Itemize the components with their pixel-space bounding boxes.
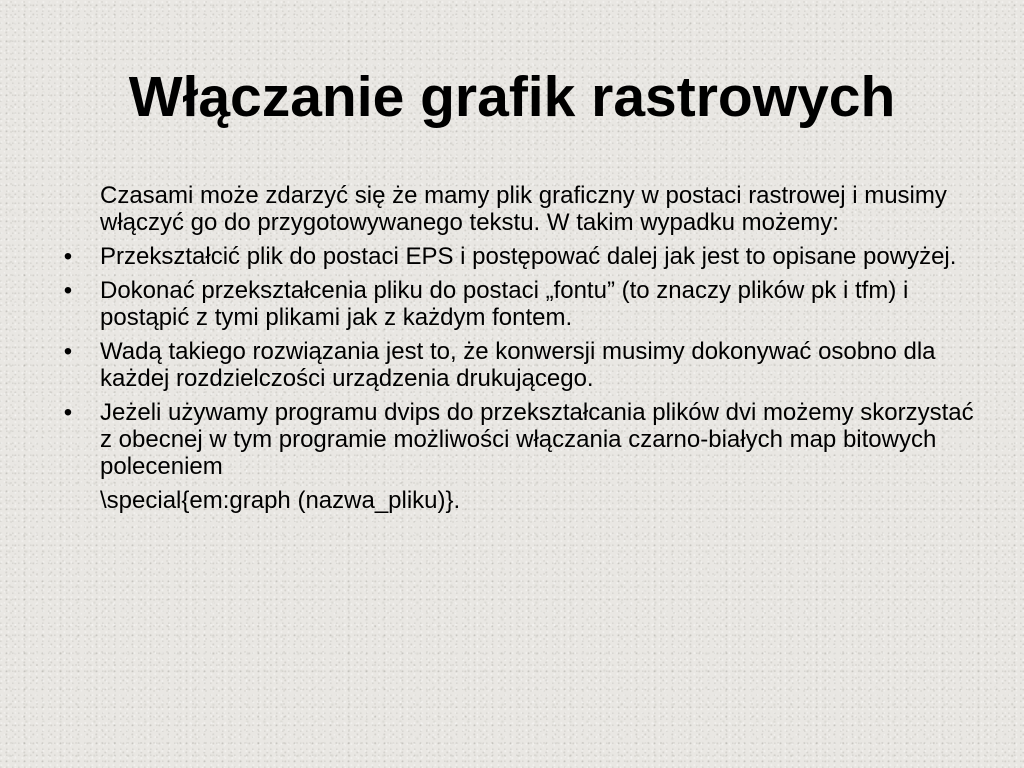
bullet-text: Dokonać przekształcenia pliku do postaci „fontu” (to znaczy plików pk i tfm) i postąpić z tymi plikami jak z każdym fontem. (100, 277, 909, 331)
intro-paragraph: Czasami może zdarzyć się że mamy plik graficzny w postaci rastrowej i musimy włączyć go do przygotowywanego tekstu. W takim wypadku możemy: (100, 182, 947, 236)
bullet-item (63, 243, 980, 270)
bullet-text: Wadą takiego rozwiązania jest to, że konwersji musimy dokonywać osobno dla każdej rozdzielczości urządzenia drukującego. (100, 338, 936, 392)
bullet-marker: • (63, 338, 73, 365)
special-command-line: \special{em:graph (nazwa_pliku)}. (100, 487, 461, 514)
bullet-marker: • (63, 399, 73, 426)
bullet-item (63, 338, 980, 392)
bullet-list (63, 243, 980, 480)
bullet-text: Przekształcić plik do postaci EPS i postępować dalej jak jest to opisane powyżej. (100, 243, 957, 270)
slide-body (63, 182, 980, 514)
bullet-marker: • (63, 243, 73, 270)
bullet-marker: • (63, 277, 73, 304)
bullet-text: Jeżeli używamy programu dvips do przekształcania plików dvi możemy skorzystać z obecnej w tym programie możliwości włączania czarno-białych map bitowych poleceniem (100, 399, 974, 480)
bullet-item (63, 399, 980, 480)
slide-title: Włączanie grafik rastrowych (128, 65, 896, 129)
bullet-item (63, 277, 980, 331)
